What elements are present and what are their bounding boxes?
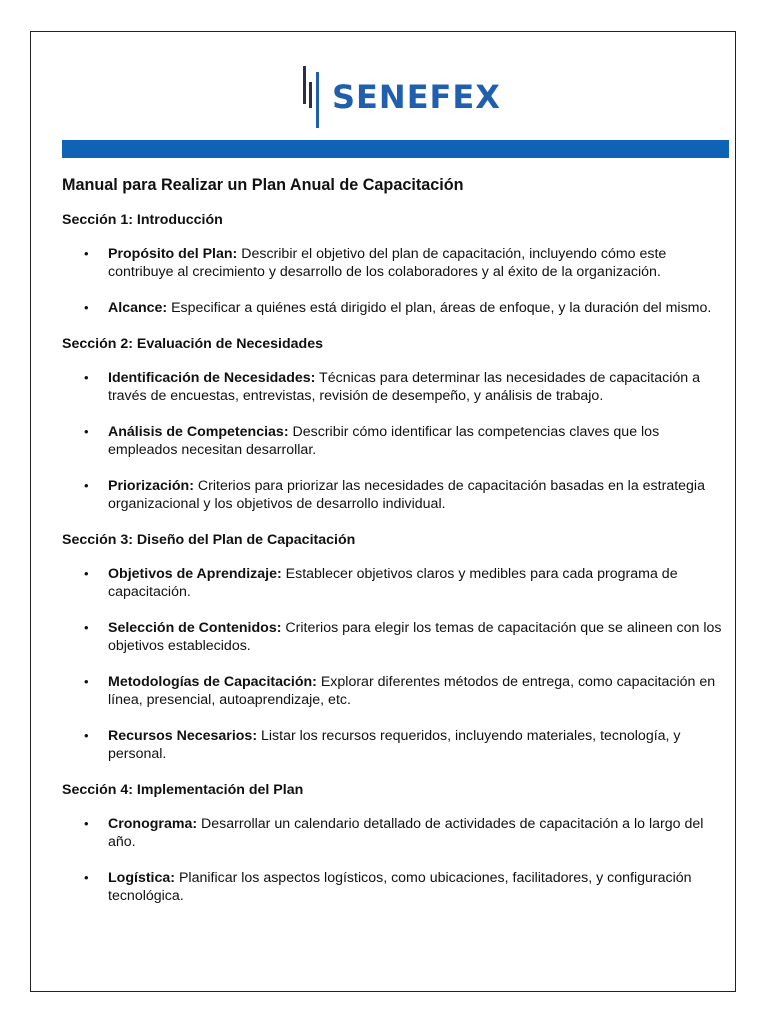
item-description: Criterios para priorizar las necesidades de capacitación basadas en la estrategia organizacional y los objetivos de desarrollo individual. — [108, 478, 705, 512]
bullet-list — [62, 245, 732, 317]
bullet-icon: • — [84, 870, 89, 885]
document-page — [30, 31, 736, 992]
list-item — [62, 423, 732, 459]
section-heading: Sección 2: Evaluación de Necesidades — [62, 336, 324, 352]
list-item — [62, 619, 732, 655]
item-description: Técnicas para determinar las necesidades de capacitación a través de encuestas, entrevistas, revisión de desempeño, y análisis de trabajo. — [108, 370, 700, 404]
list-item — [62, 369, 732, 405]
section-4 — [62, 781, 732, 905]
item-description: Establecer objetivos claros y medibles para cada programa de capacitación. — [108, 566, 678, 600]
sections-container — [62, 211, 732, 905]
item-description: Describir cómo identificar las competencias claves que los empleados necesitan desarrollar. — [108, 424, 660, 458]
item-term: Objetivos de Aprendizaje: — [108, 566, 282, 582]
section-1 — [62, 211, 732, 317]
item-description: Especificar a quiénes está dirigido el plan, áreas de enfoque, y la duración del mismo. — [167, 300, 712, 316]
section-2 — [62, 335, 732, 513]
item-description: Explorar diferentes métodos de entrega, como capacitación en línea, presencial, autoaprendizaje, etc. — [108, 674, 716, 708]
section-3 — [62, 531, 732, 763]
item-term: Identificación de Necesidades: — [108, 370, 316, 386]
bullet-icon: • — [84, 566, 89, 581]
list-item — [62, 477, 732, 513]
bullet-icon: • — [84, 728, 89, 743]
logo-wordmark: SENEFEX — [332, 78, 501, 116]
item-term: Alcance: — [108, 300, 168, 316]
item-term: Metodologías de Capacitación: — [108, 674, 317, 690]
item-description: Criterios para elegir los temas de capacitación que se alineen con los objetivos establecidos. — [108, 620, 722, 654]
header-band — [62, 140, 729, 158]
document-title: Manual para Realizar un Plan Anual de Capacitación — [62, 176, 464, 194]
bullet-icon: • — [84, 620, 89, 635]
item-description: Planificar los aspectos logísticos, como ubicaciones, facilitadores, y configuración tecnológica. — [108, 870, 692, 904]
item-term: Recursos Necesarios: — [108, 728, 258, 744]
bullet-icon: • — [84, 478, 89, 493]
item-description: Describir el objetivo del plan de capacitación, incluyendo cómo este contribuye al crecimiento y desarrollo de los colaboradores y al éxito de la organización. — [108, 246, 667, 280]
list-item — [62, 299, 732, 317]
item-term: Cronograma: — [108, 816, 198, 832]
item-term: Análisis de Competencias: — [108, 424, 289, 440]
item-description: Desarrollar un calendario detallado de actividades de capacitación a lo largo del año. — [108, 816, 704, 850]
section-heading: Sección 3: Diseño del Plan de Capacitación — [62, 532, 356, 548]
list-item — [62, 727, 732, 763]
bullet-icon: • — [84, 246, 89, 261]
bullet-list — [62, 565, 732, 763]
item-term: Priorización: — [108, 478, 194, 494]
item-term: Selección de Contenidos: — [108, 620, 282, 636]
item-term: Logística: — [108, 870, 176, 886]
list-item — [62, 869, 732, 905]
logo-bars-icon — [303, 64, 327, 128]
bullet-list — [62, 815, 732, 905]
list-item — [62, 673, 732, 709]
item-term: Propósito del Plan: — [108, 246, 238, 262]
bullet-list — [62, 369, 732, 513]
bullet-icon: • — [84, 674, 89, 689]
section-heading: Sección 4: Implementación del Plan — [62, 782, 304, 798]
list-item — [62, 245, 732, 281]
list-item — [62, 815, 732, 851]
list-item — [62, 565, 732, 601]
bullet-icon: • — [84, 370, 89, 385]
senefex-logo — [303, 64, 503, 128]
document-content — [62, 175, 732, 923]
bullet-icon: • — [84, 816, 89, 831]
section-heading: Sección 1: Introducción — [62, 212, 223, 228]
item-description: Listar los recursos requeridos, incluyendo materiales, tecnología, y personal. — [108, 728, 681, 762]
bullet-icon: • — [84, 300, 89, 315]
bullet-icon: • — [84, 424, 89, 439]
